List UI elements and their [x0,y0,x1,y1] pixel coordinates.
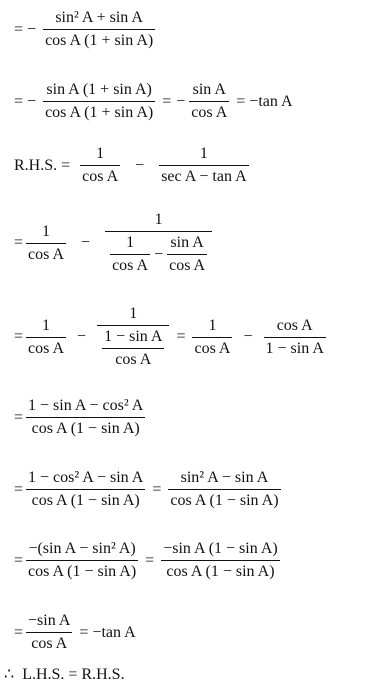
denominator: cos A [191,104,228,121]
numerator: 1 − sin A [104,328,163,345]
denominator: cos A [115,351,152,368]
denominator: cos A (1 − sin A) [31,492,140,509]
numerator: 1 [199,145,208,162]
numerator: 1 [126,234,135,251]
fraction [168,470,280,509]
denominator: sec A − tan A [161,168,247,185]
fraction [26,613,72,652]
numerator: sin A [192,81,226,98]
equals-sign: = [14,623,24,641]
conclusion-text: L.H.S. = R.H.S. [22,666,125,683]
denominator: cos A (1 − sin A) [170,492,279,509]
numerator: −sin A [28,612,71,629]
numerator: 1 [129,305,138,322]
numerator: 1 − sin A − cos² A [28,397,144,414]
equation-line-2 [14,82,293,121]
fraction [26,398,145,437]
equals-sign: = [236,92,246,110]
equation-line-6 [14,398,148,437]
equals-sign: = [162,92,172,110]
equals-sign: = [14,408,24,426]
denominator: 1 − sin A [265,339,324,357]
equals-sign: = [14,20,24,38]
minus-sign: − [154,245,164,263]
numerator: −sin A (1 − sin A) [163,540,278,557]
equation-line-8 [14,541,283,580]
fraction [26,470,145,509]
fraction [192,318,232,357]
fraction [43,82,155,121]
minus-sign: − [81,234,91,251]
numerator: 1 [42,316,51,334]
denominator: cos A (1 − sin A) [166,563,275,580]
minus-sign: − [27,92,37,110]
equals-sign: = [14,551,24,569]
fraction [80,146,120,185]
result-text: −tan A [249,92,293,110]
compound-fraction [97,306,169,368]
equation-line-3 [14,146,252,185]
minus-sign: − [135,156,145,174]
denominator: cos A [169,257,206,274]
fraction [43,10,155,49]
denominator: cos A (1 + sin A) [45,32,154,49]
denominator: cos A [82,168,119,185]
numerator: 1 [42,222,51,240]
inner-fraction [167,235,207,274]
fraction [264,318,326,357]
minus-sign: − [243,328,253,345]
denominator: cos A [31,635,68,652]
equals-sign: = [14,92,24,110]
minus-sign: − [27,20,37,38]
equals-sign: = [14,234,24,251]
denominator: cos A (1 + sin A) [45,104,154,121]
equals-sign: = [176,328,186,345]
inner-fraction [102,329,164,368]
equals-sign: = [14,328,24,345]
numerator: sin² A + sin A [55,9,143,26]
equals-sign: = [79,623,89,641]
denominator: cos A [28,245,65,263]
equation-line-9 [14,613,136,652]
denominator: cos A [28,339,65,357]
numerator: sin A (1 + sin A) [46,81,152,98]
minus-sign: − [176,92,186,110]
compound-fraction [105,212,212,274]
denominator: cos A (1 − sin A) [31,420,140,437]
fraction [161,541,280,580]
equals-sign: = [145,551,155,569]
equals-sign: = [14,480,24,498]
numerator: −(sin A − sin² A) [28,540,136,557]
numerator: cos A [276,316,313,334]
conclusion-line [4,667,125,683]
fraction [26,318,66,357]
rhs-label: R.H.S. = [14,156,71,174]
fraction [26,224,66,263]
fraction [159,146,248,185]
numerator: 1 [96,145,105,162]
denominator: cos A (1 − sin A) [28,563,137,580]
equals-sign: = [152,480,162,498]
numerator: sin A [170,234,204,251]
fraction [189,82,229,121]
denominator: cos A [112,257,149,274]
denominator [97,326,169,368]
therefore-symbol: ∴ [4,666,15,683]
denominator: cos A [194,339,231,357]
result-text: −tan A [92,623,136,641]
equation-line-5 [14,306,329,368]
numerator: 1 − cos² A − sin A [28,469,144,486]
numerator: sin² A − sin A [180,469,269,486]
numerator: 1 [154,211,163,228]
numerator: 1 [208,316,217,334]
fraction [26,541,138,580]
equation-line-1 [14,10,158,49]
minus-sign: − [77,328,87,345]
equation-line-7 [14,470,284,509]
inner-fraction [110,235,150,274]
equation-line-4 [14,212,215,274]
denominator [105,232,212,274]
